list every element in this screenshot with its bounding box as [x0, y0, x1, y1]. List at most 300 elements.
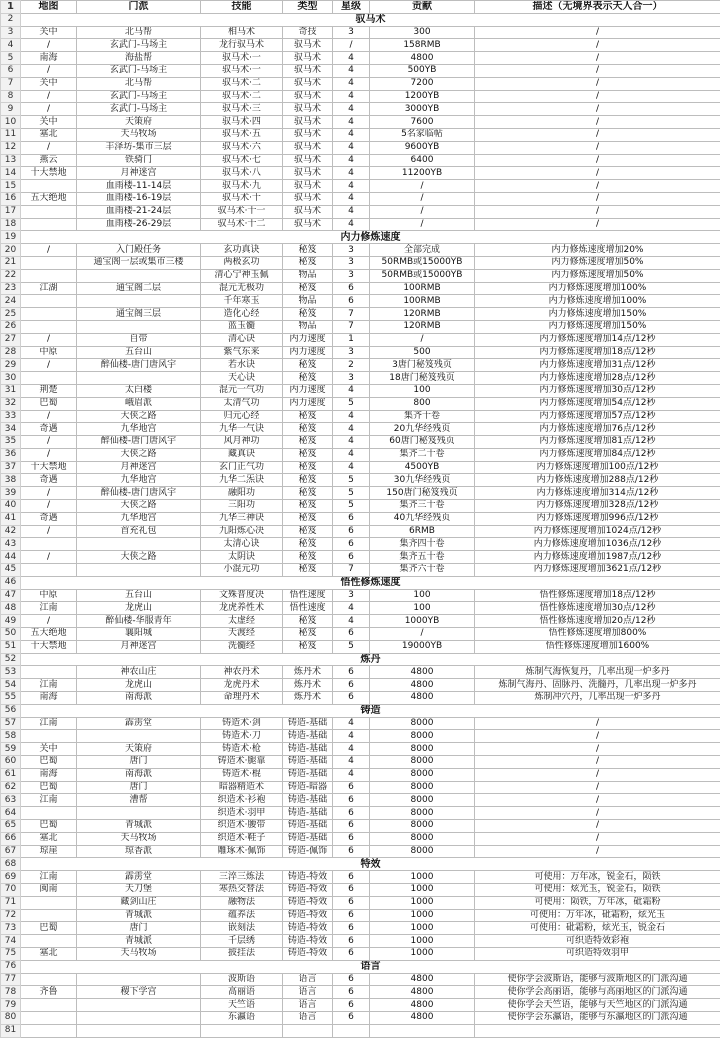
cell-skill[interactable]: 驭马术·一	[201, 64, 283, 77]
cell-stars[interactable]: 6	[333, 883, 370, 896]
cell-faction[interactable]: 南海派	[77, 768, 201, 781]
cell-faction[interactable]: 五台山	[77, 589, 201, 602]
cell-faction[interactable]: 通宝阁三层	[77, 308, 201, 321]
cell-type[interactable]: 秘笈	[283, 500, 333, 513]
cell-faction[interactable]: 通宝阁二层	[77, 282, 201, 295]
cell-description[interactable]: 内力修炼速度增加57点/12秒	[475, 410, 720, 423]
row-number[interactable]: 11	[1, 128, 21, 141]
cell-stars[interactable]: 6	[333, 512, 370, 525]
cell-description[interactable]: 悟性修炼速度增加20点/12秒	[475, 615, 720, 628]
cell-stars[interactable]: 6	[333, 628, 370, 641]
cell-type[interactable]: 物品	[283, 320, 333, 333]
cell-skill[interactable]: 铸造术·腿靠	[201, 756, 283, 769]
cell-stars[interactable]: 6	[333, 679, 370, 692]
cell-faction[interactable]: 青城派	[77, 909, 201, 922]
cell-map[interactable]: 南海	[21, 768, 77, 781]
cell-faction[interactable]: 大侠之路	[77, 500, 201, 513]
cell-contribution[interactable]: 4800	[370, 666, 475, 679]
header-type[interactable]: 类型	[283, 1, 333, 14]
cell-stars[interactable]: 4	[333, 448, 370, 461]
row-number[interactable]: 74	[1, 935, 21, 948]
cell-description[interactable]: 可使用：砒霜粉，炫光玉，锐金石	[475, 922, 720, 935]
cell-type[interactable]: 铸造-基础	[283, 807, 333, 820]
cell-type[interactable]: 秘笈	[283, 244, 333, 257]
row-number[interactable]: 8	[1, 90, 21, 103]
cell-faction[interactable]: 九华地宫	[77, 474, 201, 487]
cell-contribution[interactable]: 30九华经残页	[370, 474, 475, 487]
cell-contribution[interactable]: 1000	[370, 947, 475, 960]
cell-map[interactable]	[21, 269, 77, 282]
cell-type[interactable]: 秘笈	[283, 487, 333, 500]
cell-skill[interactable]: 龙虎养性术	[201, 602, 283, 615]
row-number[interactable]: 55	[1, 692, 21, 705]
cell-contribution[interactable]: 4800	[370, 679, 475, 692]
cell-faction[interactable]: 入门殿任务	[77, 244, 201, 257]
cell-skill[interactable]: 龙虎丹术	[201, 679, 283, 692]
cell-stars[interactable]: 6	[333, 807, 370, 820]
cell-skill[interactable]: 三淬三炼法	[201, 871, 283, 884]
row-number[interactable]: 65	[1, 820, 21, 833]
cell-stars[interactable]: 4	[333, 756, 370, 769]
row-number[interactable]: 58	[1, 730, 21, 743]
cell-map[interactable]	[21, 256, 77, 269]
cell-faction[interactable]: 丰泽坊-集市三层	[77, 141, 201, 154]
cell-description[interactable]: /	[475, 154, 720, 167]
cell-skill[interactable]: 驭马术·六	[201, 141, 283, 154]
cell-map[interactable]: 巴蜀	[21, 397, 77, 410]
cell-skill[interactable]: 驭马术·十	[201, 192, 283, 205]
cell-description[interactable]: /	[475, 167, 720, 180]
cell-skill[interactable]: 融阳功	[201, 487, 283, 500]
cell-description[interactable]: 可织造特效彩袍	[475, 935, 720, 948]
cell-stars[interactable]: 3	[333, 346, 370, 359]
row-number[interactable]: 16	[1, 192, 21, 205]
cell-type[interactable]: 驭马术	[283, 103, 333, 116]
cell-stars[interactable]: 6	[333, 551, 370, 564]
cell-type[interactable]: 铸造-特效	[283, 883, 333, 896]
cell-map[interactable]: /	[21, 487, 77, 500]
cell-skill[interactable]: 天竺语	[201, 999, 283, 1012]
cell-map[interactable]: 江湖	[21, 282, 77, 295]
cell-description[interactable]: 内力修炼速度增加54点/12秒	[475, 397, 720, 410]
cell-contribution[interactable]: 500	[370, 346, 475, 359]
cell-stars[interactable]: 4	[333, 768, 370, 781]
cell-map[interactable]: /	[21, 333, 77, 346]
cell-contribution[interactable]: 8000	[370, 807, 475, 820]
row-number[interactable]: 17	[1, 205, 21, 218]
row-number[interactable]: 47	[1, 589, 21, 602]
cell-type[interactable]: 驭马术	[283, 192, 333, 205]
cell-contribution[interactable]: 6400	[370, 154, 475, 167]
cell-map[interactable]: /	[21, 448, 77, 461]
cell-stars[interactable]: 6	[333, 896, 370, 909]
cell-faction[interactable]: 玄武门-马场主	[77, 39, 201, 52]
cell-faction[interactable]: 五台山	[77, 346, 201, 359]
cell-stars[interactable]: 3	[333, 372, 370, 385]
cell-skill[interactable]: 太清心诀	[201, 538, 283, 551]
cell-contribution[interactable]: 7200	[370, 77, 475, 90]
cell-stars[interactable]: 4	[333, 410, 370, 423]
cell-type[interactable]: 秘笈	[283, 538, 333, 551]
cell-faction[interactable]	[77, 320, 201, 333]
cell-description[interactable]: 可使用：陨铁，万年冰，砒霜粉	[475, 896, 720, 909]
cell-faction[interactable]: 龙虎山	[77, 679, 201, 692]
cell-map[interactable]: 十大禁地	[21, 461, 77, 474]
row-number[interactable]: 27	[1, 333, 21, 346]
cell-type[interactable]: 悟性速度	[283, 602, 333, 615]
row-number[interactable]: 64	[1, 807, 21, 820]
row-number[interactable]: 54	[1, 679, 21, 692]
cell-stars[interactable]: 4	[333, 743, 370, 756]
cell-contribution[interactable]: 集齐二十卷	[370, 448, 475, 461]
cell-faction[interactable]: 襄阳城	[77, 628, 201, 641]
cell-stars[interactable]: 4	[333, 218, 370, 231]
row-number[interactable]: 18	[1, 218, 21, 231]
cell-skill[interactable]: 驭马术·二	[201, 90, 283, 103]
cell-type[interactable]: 驭马术	[283, 128, 333, 141]
cell-contribution[interactable]: 100	[370, 602, 475, 615]
cell-contribution[interactable]: 11200YB	[370, 167, 475, 180]
cell-description[interactable]: /	[475, 781, 720, 794]
cell-description[interactable]: 炼制气海恢复丹，几率出现一炉多丹	[475, 666, 720, 679]
cell-stars[interactable]: 6	[333, 871, 370, 884]
cell-type[interactable]: 驭马术	[283, 90, 333, 103]
cell-contribution[interactable]: 100	[370, 384, 475, 397]
cell-map[interactable]: 巴蜀	[21, 820, 77, 833]
cell-faction[interactable]: 玄武门-马场主	[77, 103, 201, 116]
cell-skill[interactable]: 归元心经	[201, 410, 283, 423]
cell-description[interactable]: 内力修炼速度增加50%	[475, 256, 720, 269]
cell-map[interactable]: 中原	[21, 346, 77, 359]
cell-contribution[interactable]: 8000	[370, 717, 475, 730]
cell-skill[interactable]: 铸造术·棍	[201, 768, 283, 781]
cell-contribution[interactable]: 50RMB或15000YB	[370, 256, 475, 269]
cell-type[interactable]: 驭马术	[283, 64, 333, 77]
cell-description[interactable]: /	[475, 845, 720, 858]
cell-faction[interactable]: 藏剑山庄	[77, 896, 201, 909]
cell-type[interactable]: 驭马术	[283, 218, 333, 231]
cell-map[interactable]: 南海	[21, 692, 77, 705]
cell-description[interactable]: /	[475, 26, 720, 39]
cell-faction[interactable]	[77, 295, 201, 308]
row-number[interactable]: 4	[1, 39, 21, 52]
cell-type[interactable]: 秘笈	[283, 474, 333, 487]
cell-type[interactable]: 驭马术	[283, 180, 333, 193]
cell-skill[interactable]: 天渡经	[201, 628, 283, 641]
cell-skill[interactable]: 混元无极功	[201, 282, 283, 295]
cell-faction[interactable]	[77, 973, 201, 986]
cell-faction[interactable]: 月神迷宫	[77, 167, 201, 180]
cell-type[interactable]: 铸造-基础	[283, 794, 333, 807]
row-number[interactable]: 60	[1, 756, 21, 769]
cell-skill[interactable]: 驭马术·一	[201, 52, 283, 65]
row-number[interactable]: 62	[1, 781, 21, 794]
cell-map[interactable]	[21, 372, 77, 385]
cell-map[interactable]	[21, 1024, 77, 1037]
cell-type[interactable]: 秘笈	[283, 512, 333, 525]
cell-skill[interactable]: 九华二炁诀	[201, 474, 283, 487]
row-number[interactable]: 10	[1, 116, 21, 129]
cell-skill[interactable]: 太虚经	[201, 615, 283, 628]
cell-contribution[interactable]: 20九华经残页	[370, 423, 475, 436]
cell-faction[interactable]: 太白楼	[77, 384, 201, 397]
header-stars[interactable]: 星级	[333, 1, 370, 14]
cell-faction[interactable]: 铁骑门	[77, 154, 201, 167]
cell-contribution[interactable]: 8000	[370, 768, 475, 781]
cell-map[interactable]: 中原	[21, 589, 77, 602]
cell-description[interactable]: /	[475, 103, 720, 116]
cell-map[interactable]: 琼崖	[21, 845, 77, 858]
cell-type[interactable]: 驭马术	[283, 39, 333, 52]
cell-description[interactable]: 内力修炼速度增加50%	[475, 269, 720, 282]
section-title[interactable]: 语言	[21, 960, 720, 973]
cell-description[interactable]: /	[475, 141, 720, 154]
cell-faction[interactable]: 北马帮	[77, 77, 201, 90]
cell-type[interactable]: 铸造-特效	[283, 935, 333, 948]
cell-faction[interactable]: 玄武门-马场主	[77, 64, 201, 77]
cell-skill[interactable]: 驭马术·十二	[201, 218, 283, 231]
cell-type[interactable]: 驭马术	[283, 205, 333, 218]
cell-skill[interactable]: 藏真诀	[201, 448, 283, 461]
cell-contribution[interactable]: 1000	[370, 871, 475, 884]
row-number[interactable]: 52	[1, 653, 21, 666]
cell-type[interactable]: 秘笈	[283, 615, 333, 628]
cell-skill[interactable]: 九阳炼心决	[201, 525, 283, 538]
cell-map[interactable]: /	[21, 141, 77, 154]
cell-description[interactable]	[475, 1024, 720, 1037]
cell-description[interactable]: /	[475, 77, 720, 90]
section-title[interactable]: 炼丹	[21, 653, 720, 666]
cell-type[interactable]: 物品	[283, 269, 333, 282]
row-number[interactable]: 75	[1, 947, 21, 960]
cell-type[interactable]: 秘笈	[283, 551, 333, 564]
cell-map[interactable]	[21, 1011, 77, 1024]
cell-stars[interactable]: 5	[333, 487, 370, 500]
row-number[interactable]: 73	[1, 922, 21, 935]
row-number[interactable]: 40	[1, 500, 21, 513]
cell-map[interactable]: 塞北	[21, 128, 77, 141]
cell-faction[interactable]: 唐门	[77, 781, 201, 794]
cell-type[interactable]: 物品	[283, 295, 333, 308]
cell-stars[interactable]: 6	[333, 1011, 370, 1024]
cell-type[interactable]: 语言	[283, 999, 333, 1012]
cell-stars[interactable]: 4	[333, 90, 370, 103]
row-number[interactable]: 80	[1, 1011, 21, 1024]
cell-contribution[interactable]: 8000	[370, 832, 475, 845]
cell-type[interactable]: 秘笈	[283, 525, 333, 538]
cell-map[interactable]: /	[21, 64, 77, 77]
cell-contribution[interactable]: 150唐门秘笈残页	[370, 487, 475, 500]
cell-skill[interactable]: 三阳功	[201, 500, 283, 513]
cell-type[interactable]: 铸造-基础	[283, 768, 333, 781]
cell-description[interactable]: 使你学会东瀛语，能够与东瀛地区的门派沟通	[475, 1011, 720, 1024]
cell-skill[interactable]: 洗髓经	[201, 640, 283, 653]
cell-faction[interactable]: 九华地宫	[77, 512, 201, 525]
cell-description[interactable]: /	[475, 116, 720, 129]
cell-contribution[interactable]: 4500YB	[370, 461, 475, 474]
cell-faction[interactable]: 唐门	[77, 922, 201, 935]
cell-stars[interactable]: 4	[333, 602, 370, 615]
cell-type[interactable]: 驭马术	[283, 167, 333, 180]
cell-skill[interactable]: 千层绣	[201, 935, 283, 948]
cell-stars[interactable]: 3	[333, 244, 370, 257]
cell-stars[interactable]: 4	[333, 52, 370, 65]
cell-faction[interactable]: 大侠之路	[77, 410, 201, 423]
cell-faction[interactable]	[77, 564, 201, 577]
cell-contribution[interactable]: 1200YB	[370, 90, 475, 103]
cell-contribution[interactable]: 4800	[370, 52, 475, 65]
cell-stars[interactable]: 7	[333, 320, 370, 333]
cell-map[interactable]	[21, 538, 77, 551]
cell-description[interactable]: 内力修炼速度增加100%	[475, 295, 720, 308]
cell-contribution[interactable]: 集齐六十卷	[370, 564, 475, 577]
cell-map[interactable]: /	[21, 244, 77, 257]
row-number[interactable]: 35	[1, 436, 21, 449]
cell-skill[interactable]: 驭马术·五	[201, 128, 283, 141]
cell-type[interactable]: 铸造-基础	[283, 743, 333, 756]
cell-description[interactable]: /	[475, 192, 720, 205]
cell-contribution[interactable]	[370, 1024, 475, 1037]
cell-description[interactable]: 内力修炼速度增加76点/12秒	[475, 423, 720, 436]
cell-skill[interactable]: 高丽语	[201, 986, 283, 999]
cell-description[interactable]: /	[475, 205, 720, 218]
cell-description[interactable]: /	[475, 128, 720, 141]
cell-faction[interactable]: 天马牧场	[77, 832, 201, 845]
cell-skill[interactable]: 千年寒玉	[201, 295, 283, 308]
cell-faction[interactable]	[77, 807, 201, 820]
cell-skill[interactable]: 织造术·羽甲	[201, 807, 283, 820]
cell-contribution[interactable]: 全部完成	[370, 244, 475, 257]
cell-description[interactable]: 内力修炼速度增加288点/12秒	[475, 474, 720, 487]
cell-faction[interactable]: 血雨楼-26-29层	[77, 218, 201, 231]
cell-description[interactable]: /	[475, 52, 720, 65]
cell-map[interactable]	[21, 999, 77, 1012]
cell-type[interactable]: 铸造-基础	[283, 717, 333, 730]
cell-contribution[interactable]: 集齐五十卷	[370, 551, 475, 564]
cell-type[interactable]: 秘笈	[283, 372, 333, 385]
row-number[interactable]: 38	[1, 474, 21, 487]
cell-description[interactable]: /	[475, 717, 720, 730]
cell-description[interactable]: 使你学会高丽语，能够与高丽地区的门派沟通	[475, 986, 720, 999]
cell-type[interactable]: 内力速度	[283, 346, 333, 359]
cell-stars[interactable]: 6	[333, 781, 370, 794]
row-number[interactable]: 56	[1, 704, 21, 717]
row-number[interactable]: 49	[1, 615, 21, 628]
cell-description[interactable]: 内力修炼速度增加3621点/12秒	[475, 564, 720, 577]
row-number[interactable]: 79	[1, 999, 21, 1012]
cell-stars[interactable]: 7	[333, 564, 370, 577]
cell-faction[interactable]: 月神迷宫	[77, 461, 201, 474]
cell-map[interactable]	[21, 666, 77, 679]
cell-type[interactable]: 炼丹术	[283, 692, 333, 705]
cell-skill[interactable]: 清心宁神玉佩	[201, 269, 283, 282]
cell-description[interactable]: 可使用：万年冰，锐金石，陨铁	[475, 871, 720, 884]
cell-description[interactable]: /	[475, 794, 720, 807]
cell-skill[interactable]: 驭马术·四	[201, 116, 283, 129]
cell-faction[interactable]: 龙虎山	[77, 602, 201, 615]
cell-skill[interactable]: 织造术·腰带	[201, 820, 283, 833]
cell-stars[interactable]: 6	[333, 794, 370, 807]
row-number[interactable]: 14	[1, 167, 21, 180]
cell-faction[interactable]: 九华地宫	[77, 423, 201, 436]
cell-description[interactable]: 悟性修炼速度增加30点/12秒	[475, 602, 720, 615]
cell-stars[interactable]: 4	[333, 730, 370, 743]
cell-skill[interactable]: 九华一气诀	[201, 423, 283, 436]
cell-skill[interactable]: 驭马术·八	[201, 167, 283, 180]
row-number[interactable]: 15	[1, 180, 21, 193]
cell-stars[interactable]: 4	[333, 77, 370, 90]
cell-skill[interactable]: 蕴养法	[201, 909, 283, 922]
section-title[interactable]: 铸造	[21, 704, 720, 717]
cell-faction[interactable]: 漕帮	[77, 794, 201, 807]
row-number[interactable]: 63	[1, 794, 21, 807]
cell-map[interactable]	[21, 308, 77, 321]
cell-faction[interactable]: 血雨楼-16-19层	[77, 192, 201, 205]
cell-description[interactable]: /	[475, 730, 720, 743]
cell-contribution[interactable]: 4800	[370, 973, 475, 986]
section-title[interactable]: 悟性修炼速度	[21, 576, 720, 589]
cell-stars[interactable]: 6	[333, 692, 370, 705]
cell-description[interactable]: 悟性修炼速度增加1600%	[475, 640, 720, 653]
cell-faction[interactable]	[77, 1011, 201, 1024]
cell-map[interactable]	[21, 909, 77, 922]
row-number[interactable]: 28	[1, 346, 21, 359]
cell-skill[interactable]: 驭马术·十一	[201, 205, 283, 218]
cell-description[interactable]: 内力修炼速度增加18点/12秒	[475, 346, 720, 359]
row-number[interactable]: 20	[1, 244, 21, 257]
cell-contribution[interactable]: 9600YB	[370, 141, 475, 154]
cell-map[interactable]	[21, 564, 77, 577]
cell-description[interactable]: /	[475, 807, 720, 820]
cell-map[interactable]	[21, 807, 77, 820]
cell-faction[interactable]: 醉仙楼-华服青年	[77, 615, 201, 628]
cell-description[interactable]: /	[475, 756, 720, 769]
row-number[interactable]: 21	[1, 256, 21, 269]
cell-stars[interactable]: 6	[333, 666, 370, 679]
row-number[interactable]: 67	[1, 845, 21, 858]
row-number[interactable]: 36	[1, 448, 21, 461]
cell-type[interactable]: 炼丹术	[283, 666, 333, 679]
cell-stars[interactable]: 4	[333, 436, 370, 449]
row-number[interactable]: 71	[1, 896, 21, 909]
cell-description[interactable]: 内力修炼速度增加28点/12秒	[475, 372, 720, 385]
cell-description[interactable]: /	[475, 64, 720, 77]
row-number[interactable]: 23	[1, 282, 21, 295]
cell-type[interactable]: 铸造-基础	[283, 730, 333, 743]
cell-skill[interactable]: 天心诀	[201, 372, 283, 385]
cell-type[interactable]: 秘笈	[283, 640, 333, 653]
cell-stars[interactable]: 6	[333, 935, 370, 948]
cell-stars[interactable]: 3	[333, 256, 370, 269]
cell-contribution[interactable]: 800	[370, 397, 475, 410]
cell-faction[interactable]: 霹雳堂	[77, 871, 201, 884]
row-number[interactable]: 41	[1, 512, 21, 525]
cell-description[interactable]: /	[475, 39, 720, 52]
cell-stars[interactable]: 6	[333, 832, 370, 845]
cell-skill[interactable]: 小混元功	[201, 564, 283, 577]
cell-stars[interactable]: /	[333, 39, 370, 52]
cell-faction[interactable]: 月神迷宫	[77, 640, 201, 653]
cell-stars[interactable]: 4	[333, 192, 370, 205]
cell-contribution[interactable]: 100	[370, 589, 475, 602]
cell-type[interactable]: 铸造-基础	[283, 832, 333, 845]
cell-type[interactable]: 秘笈	[283, 308, 333, 321]
row-number[interactable]: 46	[1, 576, 21, 589]
row-number[interactable]: 78	[1, 986, 21, 999]
cell-contribution[interactable]: 8000	[370, 794, 475, 807]
cell-contribution[interactable]: 18唐门秘笈残页	[370, 372, 475, 385]
cell-description[interactable]: /	[475, 768, 720, 781]
